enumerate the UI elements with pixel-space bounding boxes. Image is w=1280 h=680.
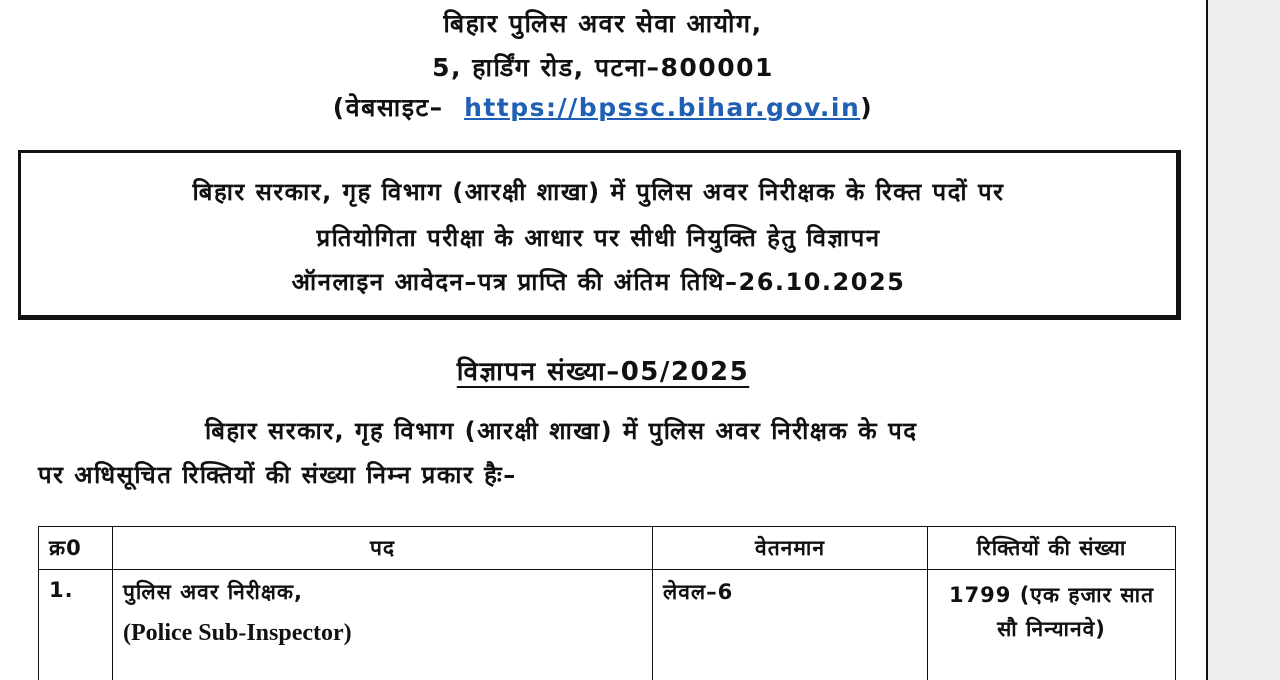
notice-box — [18, 150, 1181, 320]
header-pay-scale: वेतनमान — [653, 527, 928, 570]
paragraph-line-1: बिहार सरकार, गृह विभाग (आरक्षी शाखा) में पुलिस अवर निरीक्षक के पद — [205, 417, 918, 445]
notice-line-1: बिहार सरकार, गृह विभाग (आरक्षी शाखा) में पुलिस अवर निरीक्षक के रिक्त पदों पर — [192, 178, 1005, 206]
advertisement-number — [0, 352, 1206, 388]
header-vacancies: रिक्तियों की संख्या — [928, 527, 1176, 570]
header-serial: क्र0 — [39, 527, 113, 570]
table-row — [39, 570, 1176, 680]
advertisement-number-text: विज्ञापन संख्या–05/2025 — [456, 357, 750, 387]
paragraph-line-2: पर अधिसूचित रिक्तियों की संख्या निम्न प्रकार हैः– — [38, 461, 517, 489]
header-post: पद — [113, 527, 653, 570]
cell-serial: 1. — [39, 570, 113, 680]
website-line — [0, 90, 1206, 124]
cell-pay-scale: लेवल–6 — [653, 570, 928, 680]
organization-name: बिहार पुलिस अवर सेवा आयोग, — [443, 9, 763, 38]
organization-address: 5, हार्डिंग रोड, पटना–800001 — [432, 53, 774, 82]
cell-post — [113, 570, 653, 680]
vacancy-table — [38, 526, 1176, 680]
website-link[interactable]: https://bpssc.bihar.gov.in — [464, 93, 861, 122]
post-hindi: पुलिस अवर निरीक्षक, — [123, 580, 304, 604]
website-prefix: (वेबसाइट– — [332, 93, 444, 122]
website-suffix: ) — [860, 93, 874, 122]
notice-line-3: ऑनलाइन आवेदन–पत्र प्राप्ति की अंतिम तिथि–26.10.2025 — [291, 268, 906, 296]
notice-line-2: प्रतियोगिता परीक्षा के आधार पर सीधी नियुक्ति हेतु विज्ञापन — [316, 224, 881, 252]
cell-vacancies: 1799 (एक हजार सात सौ निन्यानवे) — [928, 570, 1176, 680]
post-english: (Police Sub-Inspector) — [123, 620, 352, 646]
table-header-row — [39, 527, 1176, 570]
